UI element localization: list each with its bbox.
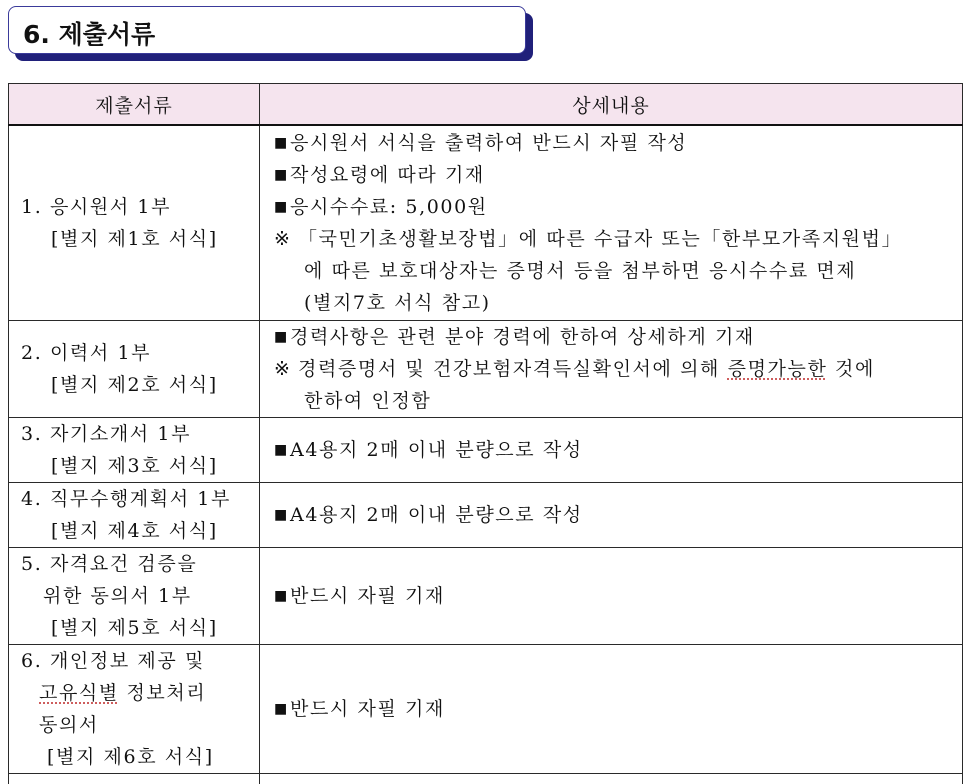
section-header xyxy=(8,6,528,56)
square-bullet-icon: ■ xyxy=(274,441,289,458)
detail-item: ■작성요령에 따라 기재 xyxy=(274,159,952,191)
square-bullet-icon: ■ xyxy=(274,198,289,215)
document-name-cell xyxy=(9,547,260,644)
document-name-cont: 동의서 xyxy=(39,713,99,736)
table-row xyxy=(9,417,963,482)
note-line: 에 따른 보호대상자는 증명서 등을 첨부하면 응시수수료 면제 xyxy=(304,259,857,282)
table-row xyxy=(9,547,963,644)
detail-cell xyxy=(260,125,963,320)
table-header-row xyxy=(9,84,963,126)
document-name: 2. 이력서 1부 xyxy=(21,341,152,364)
empty-cell xyxy=(260,773,963,784)
detail-item: ■A4용지 2매 이내 분량으로 작성 xyxy=(274,434,952,466)
document-name-cont: 위한 동의서 1부 xyxy=(43,584,192,607)
header-details: 상세내용 xyxy=(260,84,963,126)
table-row xyxy=(9,125,963,320)
table-row-partial xyxy=(9,773,963,784)
document-name: 6. 개인정보 제공 및 xyxy=(21,649,205,672)
table-row xyxy=(9,320,963,417)
detail-cell xyxy=(260,417,963,482)
square-bullet-icon: ■ xyxy=(274,328,289,345)
reference-mark-icon: ※ xyxy=(274,227,292,250)
detail-item: ■반드시 자필 기재 xyxy=(274,580,952,612)
form-reference: [별지 제2호 서식] xyxy=(51,373,218,396)
table-row xyxy=(9,644,963,773)
document-name: 3. 자기소개서 1부 xyxy=(21,422,192,445)
detail-cell xyxy=(260,320,963,417)
document-name-cell xyxy=(9,320,260,417)
documents-table xyxy=(8,83,963,784)
document-name-cell xyxy=(9,125,260,320)
square-bullet-icon: ■ xyxy=(274,134,289,151)
note-line: ※ 「국민기초생활보장법」에 따른 수급자 또는「한부모가족지원법」 xyxy=(274,223,952,255)
form-reference: [별지 제1호 서식] xyxy=(51,227,218,250)
note-line: (별지7호 서식 참고) xyxy=(304,291,491,314)
document-name-cell xyxy=(9,644,260,773)
document-name-cell xyxy=(9,482,260,547)
document-name-cont: 고유식별 정보처리 xyxy=(39,681,207,704)
header-documents: 제출서류 xyxy=(9,84,260,126)
document-name: 4. 직무수행계획서 1부 xyxy=(21,487,231,510)
detail-cell xyxy=(260,547,963,644)
detail-item: ■경력사항은 관련 분야 경력에 한하여 상세하게 기재 xyxy=(274,321,952,353)
detail-item: ■응시수수료: 5,000원 xyxy=(274,191,952,223)
form-reference: [별지 제4호 서식] xyxy=(51,519,218,542)
detail-item: ■A4용지 2매 이내 분량으로 작성 xyxy=(274,499,952,531)
square-bullet-icon: ■ xyxy=(274,506,289,523)
section-title: 6. 제출서류 xyxy=(23,20,156,49)
form-reference: [별지 제5호 서식] xyxy=(51,616,218,639)
note-line: ※ 경력증명서 및 건강보험자격득실확인서에 의해 증명가능한 것에 xyxy=(274,353,952,385)
document-name-cell xyxy=(9,417,260,482)
form-reference: [별지 제6호 서식] xyxy=(47,745,214,768)
detail-item: ■응시원서 서식을 출력하여 반드시 자필 작성 xyxy=(274,127,952,159)
detail-cell xyxy=(260,644,963,773)
square-bullet-icon: ■ xyxy=(274,700,289,717)
note-line: 한하여 인정함 xyxy=(304,389,432,412)
detail-cell xyxy=(260,482,963,547)
square-bullet-icon: ■ xyxy=(274,587,289,604)
form-reference: [별지 제3호 서식] xyxy=(51,454,218,477)
section-header-box xyxy=(8,6,526,54)
detail-item: ■반드시 자필 기재 xyxy=(274,693,952,725)
square-bullet-icon: ■ xyxy=(274,166,289,183)
table-row xyxy=(9,482,963,547)
empty-cell xyxy=(9,773,260,784)
document-name: 1. 응시원서 1부 xyxy=(21,195,172,218)
reference-mark-icon: ※ xyxy=(274,357,292,380)
document-name: 5. 자격요건 검증을 xyxy=(21,552,198,575)
